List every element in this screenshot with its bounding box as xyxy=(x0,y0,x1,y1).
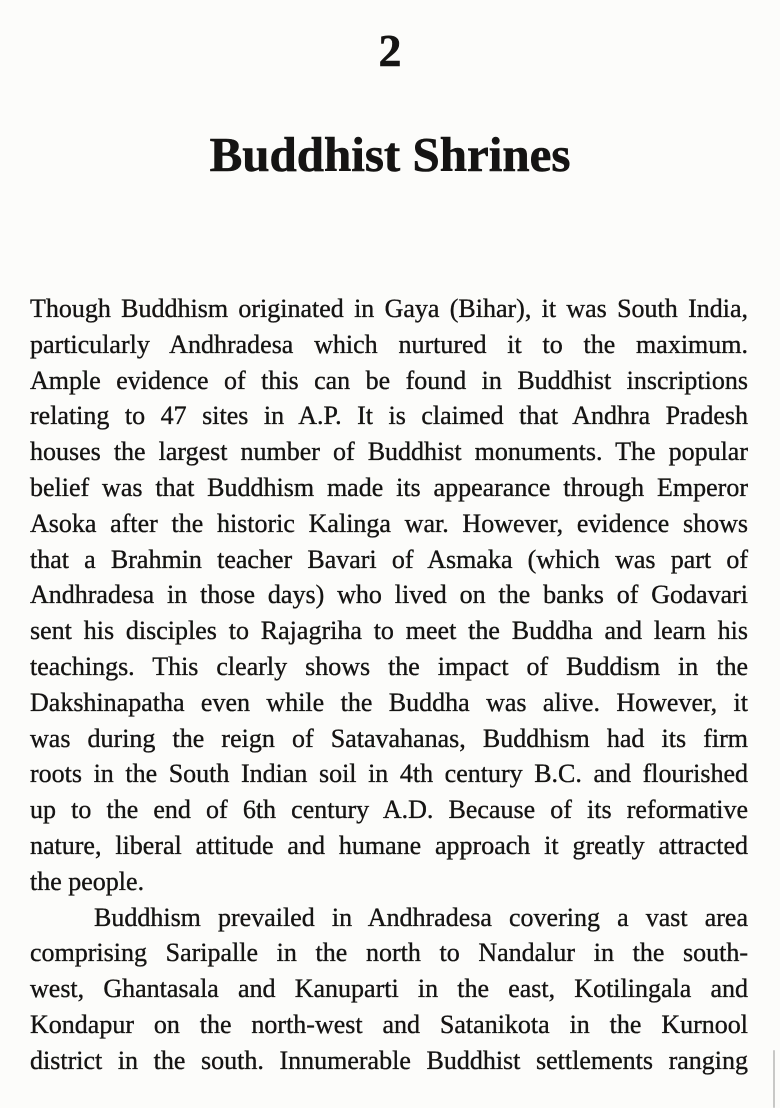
text-line: the people. xyxy=(30,866,145,896)
paragraph xyxy=(30,900,748,1079)
text-line: Kondapur on the north-west and Satanikota in the Kurnool xyxy=(30,1009,748,1039)
scan-edge-artifact xyxy=(773,1050,775,1108)
text-line: Asoka after the historic Kalinga war. However, evidence shows xyxy=(30,508,748,538)
text-line: belief was that Buddhism made its appearance through Emperor xyxy=(30,472,748,502)
text-line: sent his disciples to Rajagriha to meet the Buddha and learn his xyxy=(30,616,748,646)
page-body xyxy=(30,291,748,1079)
text-line: teachings. This clearly shows the impact of Buddism in the xyxy=(30,651,748,681)
text-line: Andhradesa in those days) who lived on the banks of Godavari xyxy=(30,580,748,610)
text-line: houses the largest number of Buddhist monuments. The popular xyxy=(30,437,748,467)
text-line: Ample evidence of this can be found in Buddhist inscriptions xyxy=(30,365,748,395)
chapter-number: 2 xyxy=(378,25,402,76)
text-line: Dakshinapatha even while the Buddha was alive. However, it xyxy=(30,687,748,717)
text-line: was during the reign of Satavahanas, Buddhism had its firm xyxy=(30,723,748,753)
text-line: roots in the South Indian soil in 4th century B.C. and flourished xyxy=(30,759,748,789)
text-line: nature, liberal attitude and humane approach it greatly attracted xyxy=(30,830,748,860)
paragraph xyxy=(30,291,748,900)
text-line: particularly Andhradesa which nurtured it to the maximum. xyxy=(30,329,748,359)
text-line: relating to 47 sites in A.P. It is claimed that Andhra Pradesh xyxy=(30,401,748,431)
text-line: Buddhism prevailed in Andhradesa covering a vast area xyxy=(94,902,748,932)
text-line: district in the south. Innumerable Buddhist settlements ranging xyxy=(30,1045,748,1075)
text-line: up to the end of 6th century A.D. Because of its reformative xyxy=(30,795,748,825)
page-title: Buddhist Shrines xyxy=(209,127,571,182)
text-line: west, Ghantasala and Kanuparti in the east, Kotilingala and xyxy=(30,974,748,1004)
text-line: Though Buddhism originated in Gaya (Bihar), it was South India, xyxy=(30,294,748,323)
text-line: comprising Saripalle in the north to Nandalur in the south- xyxy=(30,938,748,968)
text-line: that a Brahmin teacher Bavari of Asmaka (which was part of xyxy=(30,544,748,574)
